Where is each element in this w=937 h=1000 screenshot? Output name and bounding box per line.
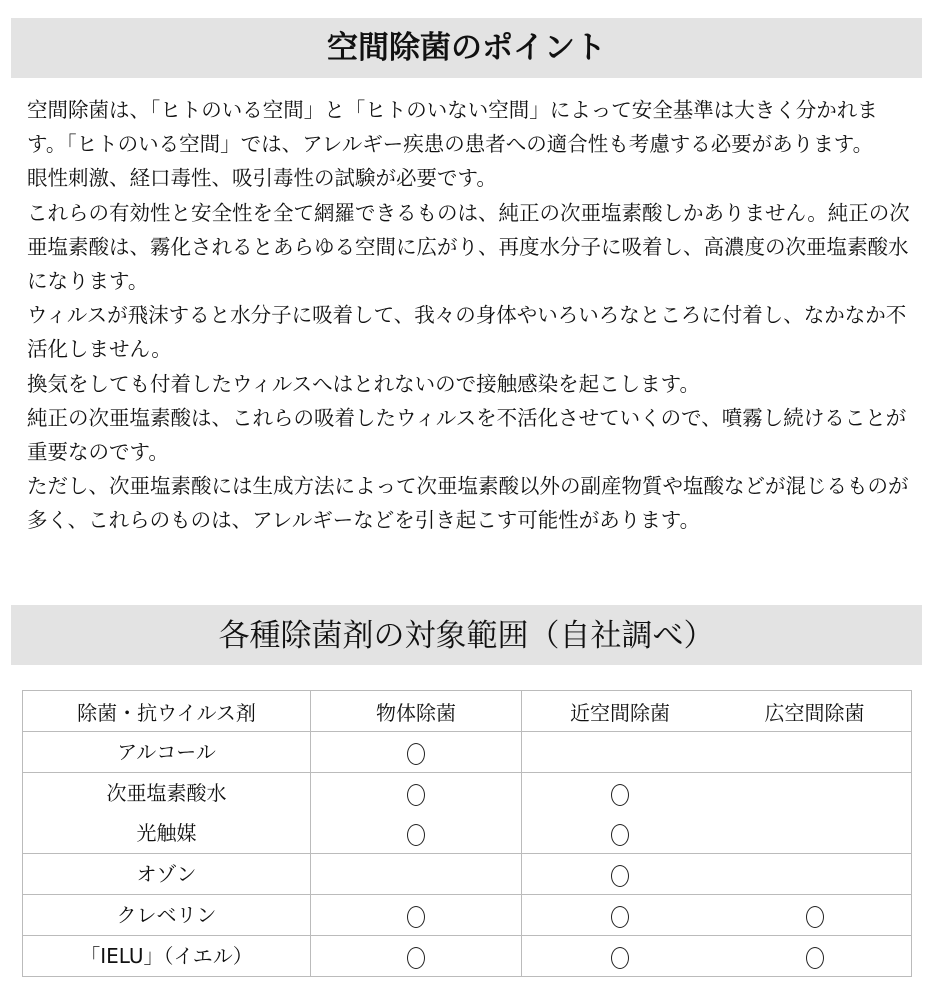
coverage-cell	[718, 732, 912, 773]
paragraph: ウィルスが飛沫すると水分子に吸着して、我々の身体やいろいろなところに付着し、なかなか不活化しません。	[27, 303, 907, 362]
circle-mark-icon	[407, 824, 425, 846]
coverage-line	[522, 773, 718, 813]
circle-mark-icon	[611, 906, 629, 928]
coverage-cell	[522, 936, 719, 977]
coverage-cell	[311, 773, 522, 854]
table-header-row	[23, 691, 912, 732]
coverage-cell	[311, 895, 522, 936]
circle-mark-icon	[611, 824, 629, 846]
coverage-line	[311, 732, 521, 772]
header-cell: 除菌・抗ウイルス剤	[23, 691, 311, 732]
agent-name-cell	[23, 854, 311, 895]
coverage-line	[522, 895, 718, 935]
coverage-cell	[718, 936, 912, 977]
coverage-cell	[311, 854, 522, 895]
agent-name-cell	[23, 895, 311, 936]
coverage-line	[718, 773, 911, 813]
table-row	[23, 732, 912, 773]
agent-name-cell	[23, 732, 311, 773]
header-cell: 近空間除菌	[522, 691, 719, 732]
coverage-cell	[718, 854, 912, 895]
coverage-line	[718, 936, 911, 976]
agent-name-cell	[23, 936, 311, 977]
agent-name: オゾン	[136, 862, 197, 886]
circle-mark-icon	[407, 784, 425, 806]
paragraph: これらの有効性と安全性を全て網羅できるものは、純正の次亜塩素酸しかありません。純正の次亜塩素酸は、霧化されるとあらゆる空間に広がり、再度水分子に吸着し、高濃度の次亜塩素酸水になります。	[27, 200, 910, 294]
circle-mark-icon	[407, 906, 425, 928]
table-row	[23, 895, 912, 936]
coverage-cell	[522, 854, 719, 895]
coverage-line	[522, 732, 718, 772]
coverage-line	[522, 854, 718, 894]
coverage-line	[522, 936, 718, 976]
header-cell: 物体除菌	[311, 691, 522, 732]
section-heading-points: 空間除菌のポイント	[11, 18, 922, 78]
paragraph: 空間除菌は、「ヒトのいる空間」と「ヒトのいない空間」によって安全基準は大きく分かれます。「ヒトのいる空間」では、アレルギー疾患の患者への適合性も考慮する必要があります。	[27, 98, 878, 157]
coverage-line	[718, 732, 911, 772]
coverage-line	[311, 895, 521, 935]
agent-name: 光触媒	[136, 821, 197, 845]
coverage-line	[311, 854, 521, 894]
coverage-line	[718, 854, 911, 894]
paragraph: 換気をしても付着したウィルスへはとれないので接触感染を起こします。	[27, 371, 701, 396]
coverage-line	[718, 813, 911, 853]
coverage-line	[522, 813, 718, 853]
table-row	[23, 936, 912, 977]
agent-name: 「IELU」（イエル）	[80, 944, 253, 968]
coverage-cell	[522, 773, 719, 854]
paragraph: 眼性刺激、経口毒性、吸引毒性の試験が必要です。	[27, 166, 497, 191]
coverage-cell	[718, 895, 912, 936]
paragraph: 純正の次亜塩素酸は、これらの吸着したウィルスを不活化させていくので、噴霧し続けることが重要なのです。	[27, 405, 907, 465]
circle-mark-icon	[611, 947, 629, 969]
coverage-cell	[522, 732, 719, 773]
circle-mark-icon	[407, 947, 425, 969]
coverage-cell	[718, 773, 912, 854]
coverage-table	[22, 690, 912, 977]
table-row	[23, 854, 912, 895]
coverage-cell	[311, 936, 522, 977]
agent-name: アルコール	[117, 740, 216, 764]
section-heading-coverage: 各種除菌剤の対象範囲（自社調べ）	[11, 605, 922, 665]
agent-name: 次亜塩素酸水	[106, 781, 227, 805]
coverage-line	[311, 936, 521, 976]
agent-name-cell	[23, 773, 311, 854]
agent-name: クレベリン	[116, 903, 217, 927]
coverage-cell	[311, 732, 522, 773]
coverage-cell	[522, 895, 719, 936]
paragraph: ただし、次亜塩素酸には生成方法によって次亜塩素酸以外の副産物質や塩酸などが混じるものが多く、これらのものは、アレルギーなどを引き起こす可能性があります。	[27, 474, 909, 533]
coverage-line	[718, 895, 911, 935]
coverage-line	[311, 773, 521, 813]
circle-mark-icon	[806, 906, 824, 928]
circle-mark-icon	[611, 784, 629, 806]
circle-mark-icon	[806, 947, 824, 969]
body-text	[27, 93, 917, 538]
coverage-line	[311, 813, 521, 853]
circle-mark-icon	[407, 743, 425, 765]
circle-mark-icon	[611, 865, 629, 887]
header-cell: 広空間除菌	[718, 691, 912, 732]
table-row	[23, 773, 912, 854]
